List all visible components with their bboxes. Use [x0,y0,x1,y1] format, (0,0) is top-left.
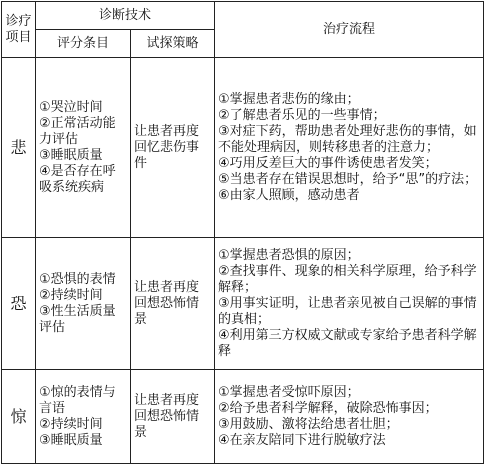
flow-item: ①掌握患者悲伤的缘由； [218,91,360,107]
flow-item: ②给予患者科学解释，破除恐怖事因； [218,400,438,416]
flow-item: ③用事实证明，让患者亲见被自己误解的事情的真相； [218,295,477,327]
row-name-text: 惊 [10,406,27,426]
row-flow [215,238,484,370]
eval-item: ③睡眠质量 [39,147,103,163]
header-project [2,2,36,58]
header-diag-tech-text: 诊断技术 [99,7,152,23]
eval-item: ④是否存在呼吸系统疾病 [39,163,116,195]
flow-item: ⑥由家人照顾，感动患者 [218,187,360,203]
header-eval [36,30,131,58]
treatment-table [1,1,484,464]
flow-item: ②了解患者乐见的一些事情； [218,107,386,123]
row-name [2,370,36,464]
row-flow [215,58,484,238]
flow-item: ①掌握患者受惊吓原因； [218,384,360,400]
row-name [2,58,36,238]
row-eval [36,58,131,238]
flow-item: ④在亲友陪同下进行脱敏疗法 [218,432,386,448]
header-project-text: 诊疗项目 [5,13,32,45]
header-flow [215,2,484,58]
flow-item: ⑤当患者存在错误思想时，给予“思”的疗法； [218,171,478,187]
header-probe [131,30,215,58]
eval-item: ③性生活质量评估 [39,303,116,335]
eval-item: ①惊的表情与言语 [39,384,116,416]
flow-item: ②查找事件、现象的相关科学原理，给予科学解释； [218,263,477,295]
row-name-text: 恐 [10,293,27,313]
eval-item: ②持续时间 [39,416,103,432]
header-eval-text: 评分条目 [56,35,109,51]
row-probe [131,58,215,238]
row-eval [36,370,131,464]
flow-item: ③对症下药，帮助患者处理好悲伤的事情，如不能处理病因，则转移患者的注意力； [218,123,477,155]
flow-item: ①掌握患者恐惧的原因； [218,247,360,263]
header-probe-text: 试探策略 [146,35,199,51]
row-name [2,238,36,370]
flow-item: ④巧用反差巨大的事件诱使患者发笑； [218,155,438,171]
header-diag-tech [36,2,215,30]
eval-item: ①哭泣时间 [39,99,103,115]
eval-item: ②持续时间 [39,287,103,303]
row-probe-text: 让患者再度回忆悲伤事件 [134,123,200,171]
flow-item: ③用鼓励、激将法给患者壮胆； [218,416,399,432]
header-flow-text: 治疗流程 [323,21,376,37]
row-probe-text: 让患者再度回想恐怖情景 [134,392,200,440]
eval-item: ①恐惧的表情 [39,271,116,287]
row-probe [131,238,215,370]
row-name-text: 悲 [10,137,27,157]
flow-item: ④利用第三方权威文献或专家给予患者科学解释 [218,327,477,359]
eval-item: ②正常活动能力评估 [39,115,116,147]
row-probe [131,370,215,464]
eval-item: ③睡眠质量 [39,432,103,448]
row-eval [36,238,131,370]
row-probe-text: 让患者再度回想恐怖情景 [134,279,200,327]
row-flow [215,370,484,464]
